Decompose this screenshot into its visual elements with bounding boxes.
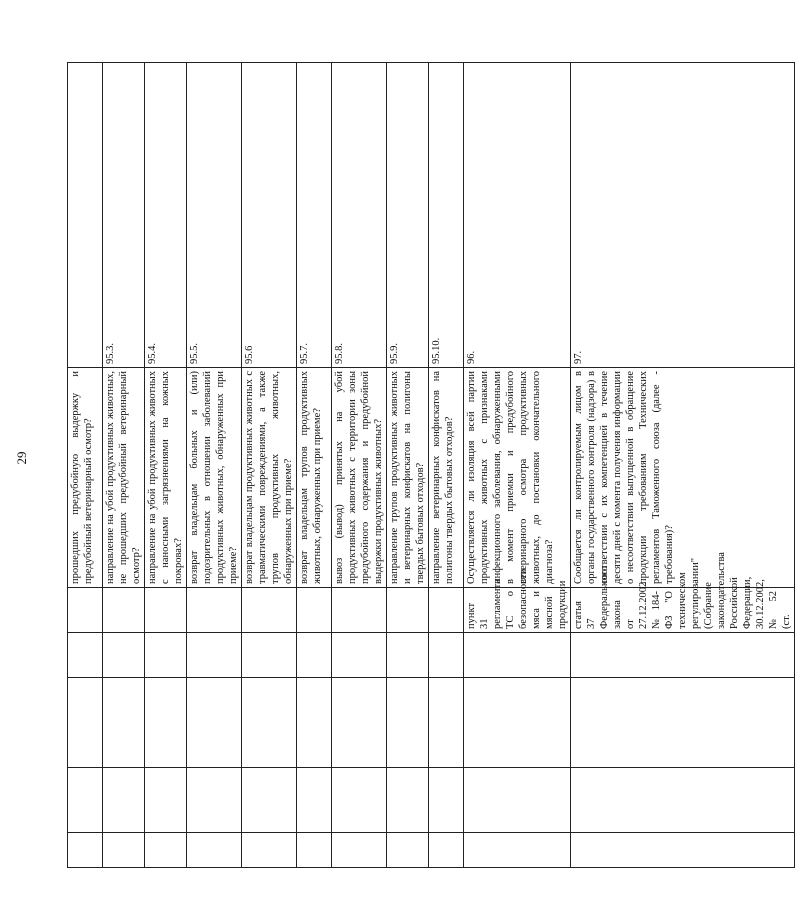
empty-cell [242,833,297,868]
requirement-reference [242,588,297,633]
empty-cell [464,768,571,833]
table-row [387,63,429,868]
requirement-reference [187,588,242,633]
empty-cell [68,678,103,768]
question-text: возврат владельцам больных и (или) подозрительных в отношении заболеваний продуктивных животных, обнаруженных при приеме? [187,368,242,588]
empty-cell [429,768,464,833]
checklist-table [67,62,795,868]
empty-cell [387,833,429,868]
empty-cell [68,768,103,833]
item-number: 97. [571,63,795,368]
requirement-reference [332,588,387,633]
empty-cell [103,833,145,868]
empty-cell [571,768,795,833]
empty-cell [145,678,187,768]
empty-cell [387,678,429,768]
empty-cell [464,678,571,768]
empty-cell [297,633,332,678]
table-row [145,63,187,868]
empty-cell [187,633,242,678]
table-row [571,63,795,868]
question-text: направление ветеринарных конфискатов на полигоны твердых бытовых отходов? [429,368,464,588]
requirement-reference: статья 37 Федерального закона от 27.12.2002 № 184-ФЗ "О техническом регулировании" (Собрание законодательства Российской Федерации, 30.12.2002, № 52 (ст. [571,588,795,633]
item-number: 95.3. [103,63,145,368]
item-number: 95.7. [297,63,332,368]
table-row [187,63,242,868]
item-number: 95.10. [429,63,464,368]
requirement-reference [297,588,332,633]
question-text: направление на убой продуктивных животных с наносными загрязнениями на кожных покровах? [145,368,187,588]
empty-cell [297,768,332,833]
item-number [68,63,103,368]
empty-cell [187,678,242,768]
empty-cell [464,833,571,868]
table-row [68,63,103,868]
empty-cell [145,768,187,833]
empty-cell [103,768,145,833]
question-text: прошедших предубойную выдержку и предубойный ветеринарный осмотр? [68,368,103,588]
item-number: 95.6 [242,63,297,368]
empty-cell [242,633,297,678]
requirement-reference: пункт 31 регламента ТС о безопасности мяса и мясной продукции [464,588,571,633]
table-row [103,63,145,868]
table-row [464,63,571,868]
rotated-table-container [67,63,792,868]
empty-cell [187,768,242,833]
empty-cell [332,633,387,678]
requirement-reference [429,588,464,633]
item-number: 95.5. [187,63,242,368]
empty-cell [429,678,464,768]
empty-cell [387,633,429,678]
table-row [332,63,387,868]
empty-cell [242,768,297,833]
empty-cell [571,678,795,768]
question-text: Сообщается ли контролируемым лицом в органы государственного контроля (надзора) в соответствии с их компетенцией в течение десяти дней с момента получения информации о несоответствии выпущенной в обращение продукции требованиям Технических регламентов Таможенного союза (далее - требования)? [571,368,795,588]
requirement-reference [68,588,103,633]
empty-cell [68,833,103,868]
empty-cell [332,678,387,768]
empty-cell [103,678,145,768]
item-number: 95.8. [332,63,387,368]
item-number: 96. [464,63,571,368]
empty-cell [297,678,332,768]
empty-cell [187,833,242,868]
question-text: направление на убой продуктивных животных, не прошедших предубойный ветеринарный осмотр? [103,368,145,588]
question-text: возврат владельцам трупов продуктивных животных, обнаруженных при приеме? [297,368,332,588]
question-text: Осуществляется ли изоляция всей партии продуктивных животных с признаками инфекционного заболевания, обнаруженными в момент приемки и предубойного ветеринарного осмотра продуктивных животных, до постановки окончательного диагноза? [464,368,571,588]
requirement-reference [103,588,145,633]
table-row [242,63,297,868]
empty-cell [68,633,103,678]
empty-cell [387,768,429,833]
question-text: возврат владельцам продуктивных животных с травматическими повреждениями, а также трупов продуктивных животных, обнаруженных при приеме? [242,368,297,588]
requirement-reference [387,588,429,633]
empty-cell [464,633,571,678]
empty-cell [103,633,145,678]
empty-cell [429,833,464,868]
empty-cell [297,833,332,868]
requirement-reference [145,588,187,633]
empty-cell [332,833,387,868]
question-text: вывоз (вывод) принятых на убой продуктивных животных с территории зоны предубойного содержания и предубойной выдержки продуктивных животных? [332,368,387,588]
empty-cell [571,633,795,678]
item-number: 95.9. [387,63,429,368]
empty-cell [332,768,387,833]
question-text: направление трупов продуктивных животных и ветеринарных конфискатов на полигоны твердых бытовых отходов? [387,368,429,588]
empty-cell [571,833,795,868]
empty-cell [145,833,187,868]
item-number: 95.4. [145,63,187,368]
empty-cell [242,678,297,768]
page-number: 29 [14,451,29,465]
empty-cell [145,633,187,678]
table-row [429,63,464,868]
empty-cell [429,633,464,678]
table-row [297,63,332,868]
